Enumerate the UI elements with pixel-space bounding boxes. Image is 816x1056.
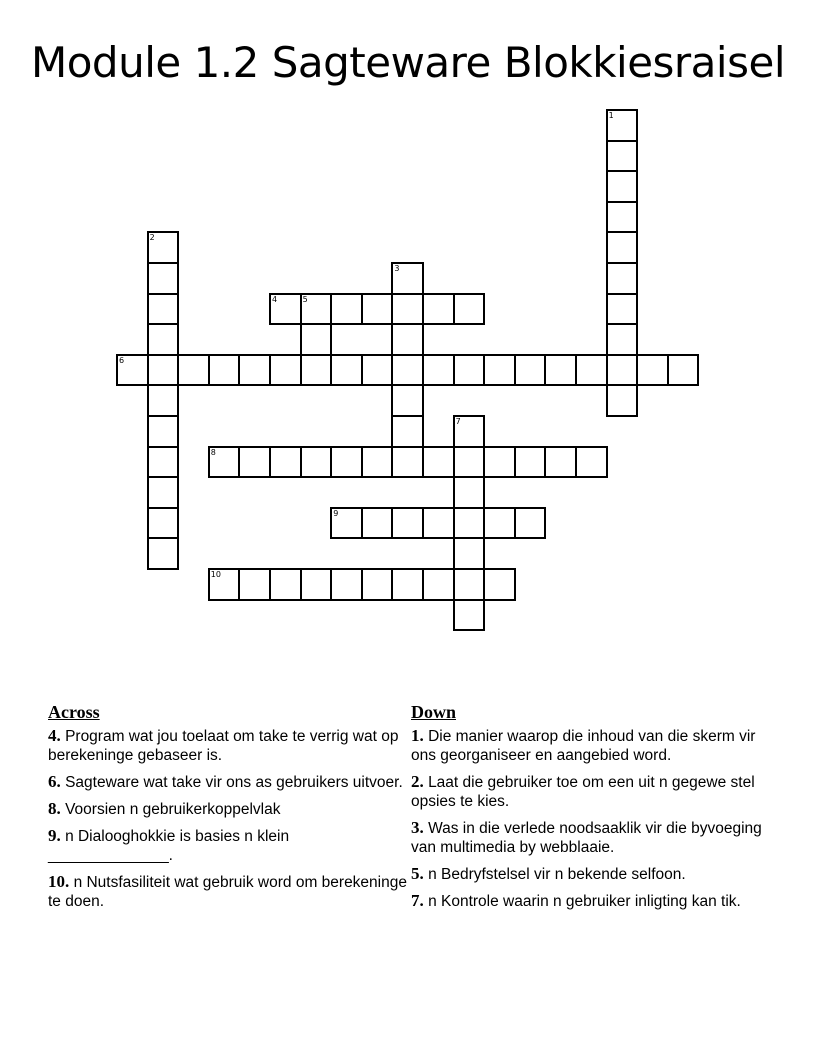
clue-text: n Bedryfstelsel vir n bekende selfoon.: [428, 866, 686, 883]
grid-cell[interactable]: [238, 446, 271, 479]
clue-number: 4.: [48, 726, 61, 745]
grid-cell[interactable]: [575, 446, 608, 479]
grid-cell[interactable]: [116, 354, 149, 387]
grid-cell[interactable]: [606, 140, 639, 173]
grid-cell[interactable]: [453, 415, 486, 448]
grid-cell[interactable]: [208, 446, 241, 479]
across-heading: Across: [48, 702, 100, 722]
grid-cell[interactable]: [361, 446, 394, 479]
clue-across-9: [48, 826, 338, 865]
grid-cell[interactable]: [391, 323, 424, 356]
grid-cell[interactable]: [300, 354, 333, 387]
grid-cell[interactable]: [483, 446, 516, 479]
clue-text: Sagteware wat take vir ons as gebruikers uitvoer.: [65, 774, 403, 791]
grid-cell[interactable]: [544, 446, 577, 479]
grid-cell[interactable]: [667, 354, 700, 387]
cell-number: 4: [272, 294, 278, 304]
grid-cell[interactable]: [391, 262, 424, 295]
grid-cell[interactable]: [514, 354, 547, 387]
clue-across-8: [48, 799, 408, 819]
grid-cell[interactable]: [483, 507, 516, 540]
cell-number: 5: [302, 294, 308, 304]
across-clues: [48, 702, 408, 918]
grid-cell[interactable]: [391, 415, 424, 448]
grid-cell[interactable]: [422, 293, 455, 326]
grid-cell[interactable]: [238, 568, 271, 601]
grid-cell[interactable]: [483, 568, 516, 601]
clue-number: 6.: [48, 772, 61, 791]
clue-text: Die manier waarop die inhoud van die skerm vir ons georganiseer en aangebied word.: [411, 728, 756, 764]
clue-number: 3.: [411, 818, 424, 837]
page-title: Module 1.2 Sagteware Blokkiesraisel: [31, 38, 785, 87]
grid-cell[interactable]: [606, 231, 639, 264]
cell-number: 6: [119, 355, 125, 365]
grid-cell[interactable]: [422, 446, 455, 479]
grid-cell[interactable]: [606, 170, 639, 203]
grid-cell[interactable]: [422, 354, 455, 387]
grid-cell[interactable]: [606, 354, 639, 387]
clue-text: Program wat jou toelaat om take te verrig wat op berekeninge gebaseer is.: [48, 728, 399, 764]
down-heading: Down: [411, 702, 457, 722]
grid-cell[interactable]: [147, 446, 180, 479]
cell-number: 8: [210, 447, 216, 457]
clue-number: 5.: [411, 864, 424, 883]
grid-cell[interactable]: [330, 568, 363, 601]
clue-text: n Dialooghokkie is basies n klein ______________.: [48, 828, 290, 864]
grid-cell[interactable]: [453, 507, 486, 540]
grid-cell[interactable]: [453, 446, 486, 479]
cell-number: 1: [608, 111, 614, 120]
clue-down-3: [411, 818, 771, 857]
grid-cell[interactable]: [514, 446, 547, 479]
grid-cell[interactable]: [147, 231, 180, 264]
cell-number: 3: [394, 264, 400, 273]
grid-cell[interactable]: [300, 568, 333, 601]
grid-cell[interactable]: [453, 599, 486, 632]
grid-cell[interactable]: [330, 354, 363, 387]
clue-down-1: [411, 726, 771, 765]
grid-cell[interactable]: [391, 384, 424, 417]
grid-cell[interactable]: [544, 354, 577, 387]
grid-cell[interactable]: [606, 384, 639, 417]
grid-cell[interactable]: [606, 323, 639, 356]
grid-cell[interactable]: [300, 446, 333, 479]
cell-number: 7: [455, 417, 461, 426]
cell-number: 10: [210, 570, 221, 579]
clue-text: Was in die verlede noodsaaklik vir die byvoeging van multimedia by webblaaie.: [411, 820, 762, 856]
grid-cell[interactable]: [147, 262, 180, 295]
grid-cell[interactable]: [606, 293, 639, 326]
grid-cell[interactable]: [361, 354, 394, 387]
grid-cell[interactable]: [147, 476, 180, 509]
grid-cell[interactable]: [208, 568, 241, 601]
clue-down-2: [411, 772, 771, 811]
grid-cell[interactable]: [361, 293, 394, 326]
grid-cell[interactable]: [391, 293, 424, 326]
grid-cell[interactable]: [330, 507, 363, 540]
grid-cell[interactable]: [147, 507, 180, 540]
clue-number: 1.: [411, 726, 424, 745]
grid-cell[interactable]: [361, 507, 394, 540]
cell-number: 9: [333, 508, 339, 518]
clue-number: 2.: [411, 772, 424, 791]
grid-cell[interactable]: [422, 507, 455, 540]
clue-number: 9.: [48, 826, 61, 845]
clue-number: 10.: [48, 872, 70, 891]
grid-cell[interactable]: [269, 354, 302, 387]
grid-cell[interactable]: [391, 446, 424, 479]
grid-cell[interactable]: [147, 293, 180, 326]
grid-cell[interactable]: [606, 109, 639, 142]
clue-text: n Kontrole waarin n gebruiker inligting kan tik.: [428, 893, 741, 910]
clue-text: n Nutsfasiliteit wat gebruik word om berekeninge te doen.: [48, 874, 407, 910]
grid-cell[interactable]: [147, 537, 180, 570]
grid-cell[interactable]: [575, 354, 608, 387]
grid-cell[interactable]: [238, 354, 271, 387]
grid-cell[interactable]: [453, 537, 486, 570]
grid-cell[interactable]: [147, 384, 180, 417]
grid-cell[interactable]: [391, 568, 424, 601]
clue-across-4: [48, 726, 408, 765]
cell-number: 2: [149, 233, 155, 243]
grid-cell[interactable]: [269, 293, 302, 326]
grid-cell[interactable]: [391, 507, 424, 540]
grid-cell[interactable]: [422, 568, 455, 601]
clue-text: Voorsien n gebruikerkoppelvlak: [65, 801, 281, 818]
grid-cell[interactable]: [606, 201, 639, 234]
grid-cell[interactable]: [391, 354, 424, 387]
grid-cell[interactable]: [453, 354, 486, 387]
grid-cell[interactable]: [208, 354, 241, 387]
grid-cell[interactable]: [269, 446, 302, 479]
grid-cell[interactable]: [177, 354, 210, 387]
clue-across-10: [48, 872, 408, 911]
grid-cell[interactable]: [269, 568, 302, 601]
grid-cell[interactable]: [300, 323, 333, 356]
clue-down-5: [411, 864, 771, 884]
down-clues: [411, 702, 771, 918]
grid-cell[interactable]: [636, 354, 669, 387]
grid-cell[interactable]: [453, 568, 486, 601]
clue-number: 7.: [411, 891, 424, 910]
clue-across-6: [48, 772, 408, 792]
clue-text: Laat die gebruiker toe om een uit n gegewe stel opsies te kies.: [411, 774, 755, 810]
grid-cell[interactable]: [330, 293, 363, 326]
grid-cell[interactable]: [606, 262, 639, 295]
grid-cell[interactable]: [483, 354, 516, 387]
grid-cell[interactable]: [330, 446, 363, 479]
grid-cell[interactable]: [147, 323, 180, 356]
grid-cell[interactable]: [453, 293, 486, 326]
grid-cell[interactable]: [147, 415, 180, 448]
clue-number: 8.: [48, 799, 61, 818]
grid-cell[interactable]: [147, 354, 180, 387]
clue-down-7: [411, 891, 771, 911]
grid-cell[interactable]: [453, 476, 486, 509]
grid-cell[interactable]: [300, 293, 333, 326]
grid-cell[interactable]: [361, 568, 394, 601]
grid-cell[interactable]: [514, 507, 547, 540]
